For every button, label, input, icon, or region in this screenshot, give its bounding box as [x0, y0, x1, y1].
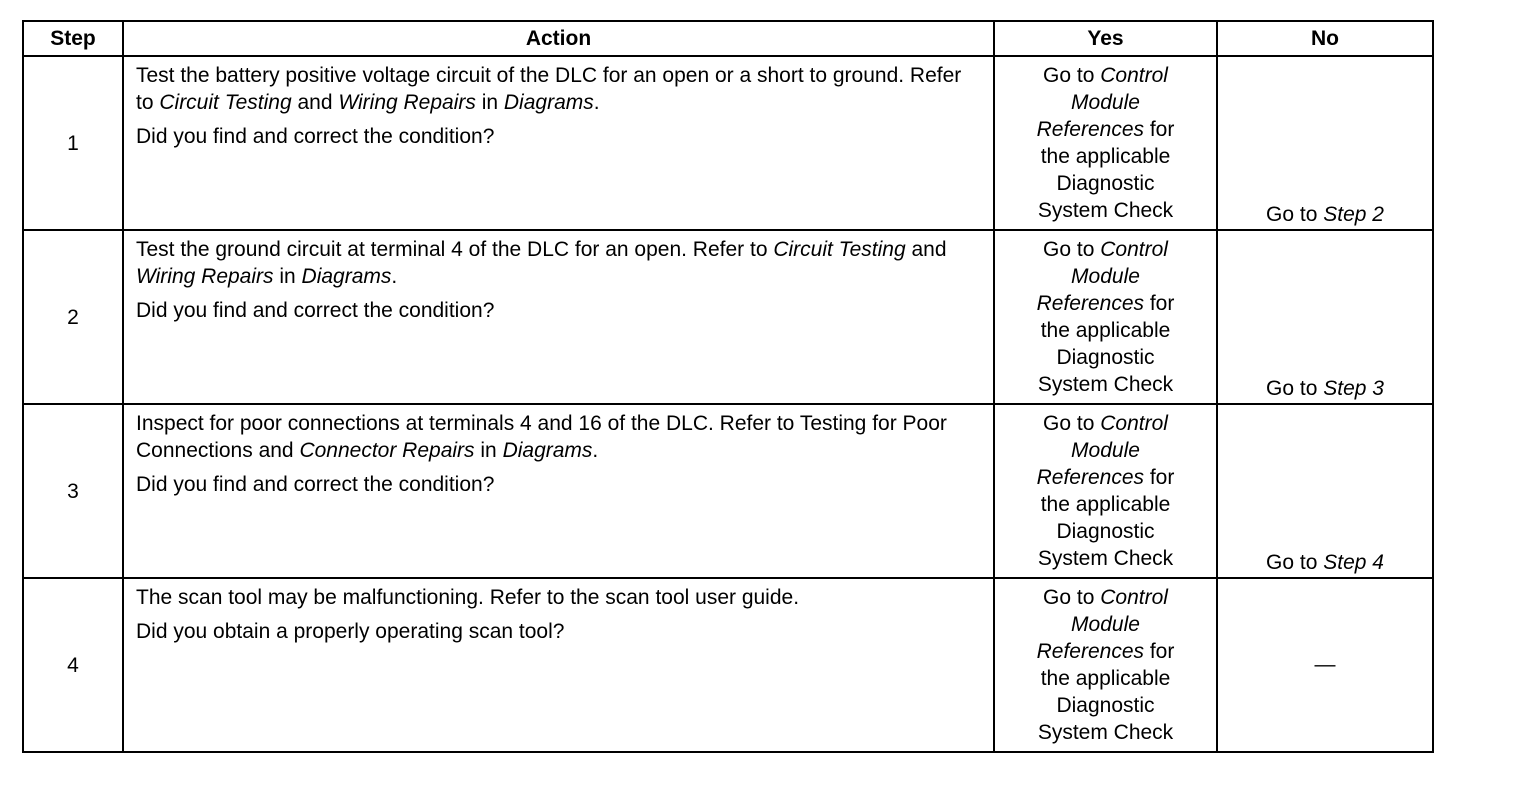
table-row	[23, 404, 1433, 578]
action-text: Inspect for poor connections at terminals 4 and 16 of the DLC. Refer to Testing for Poor Connections and Connector Repairs in Diagrams.	[136, 412, 947, 462]
action-text: Test the battery positive voltage circuit of the DLC for an open or a short to ground. Refer to Circuit Testing and Wiring Repairs in Diagrams.	[136, 64, 962, 114]
header-row	[23, 21, 1433, 56]
no-cell: Go to Step 2	[1217, 56, 1433, 230]
table-row	[23, 578, 1433, 752]
action-cell	[123, 230, 994, 404]
action-question: Did you find and correct the condition?	[136, 299, 495, 322]
step-number: 2	[23, 230, 123, 404]
header-step: Step	[23, 21, 123, 56]
action-question: Did you find and correct the condition?	[136, 473, 495, 496]
no-cell: Go to Step 4	[1217, 404, 1433, 578]
action-text: Test the ground circuit at terminal 4 of the DLC for an open. Refer to Circuit Testing and Wiring Repairs in Diagrams.	[136, 238, 947, 288]
step-number: 1	[23, 56, 123, 230]
table-row	[23, 230, 1433, 404]
table-row	[23, 56, 1433, 230]
diagnostic-table	[22, 20, 1434, 753]
no-cell: —	[1217, 578, 1433, 752]
step-number: 3	[23, 404, 123, 578]
action-question: Did you obtain a properly operating scan tool?	[136, 620, 565, 643]
header-yes: Yes	[994, 21, 1217, 56]
header-no: No	[1217, 21, 1433, 56]
step-number: 4	[23, 578, 123, 752]
action-cell	[123, 404, 994, 578]
yes-cell: Go to Control Module References for the applicable Diagnostic System Check	[994, 56, 1217, 230]
action-cell	[123, 578, 994, 752]
yes-cell: Go to Control Module References for the applicable Diagnostic System Check	[994, 404, 1217, 578]
action-text: The scan tool may be malfunctioning. Refer to the scan tool user guide.	[136, 586, 800, 609]
no-cell: Go to Step 3	[1217, 230, 1433, 404]
yes-cell: Go to Control Module References for the applicable Diagnostic System Check	[994, 230, 1217, 404]
action-question: Did you find and correct the condition?	[136, 125, 495, 148]
yes-cell: Go to Control Module References for the applicable Diagnostic System Check	[994, 578, 1217, 752]
header-action: Action	[123, 21, 994, 56]
action-cell	[123, 56, 994, 230]
